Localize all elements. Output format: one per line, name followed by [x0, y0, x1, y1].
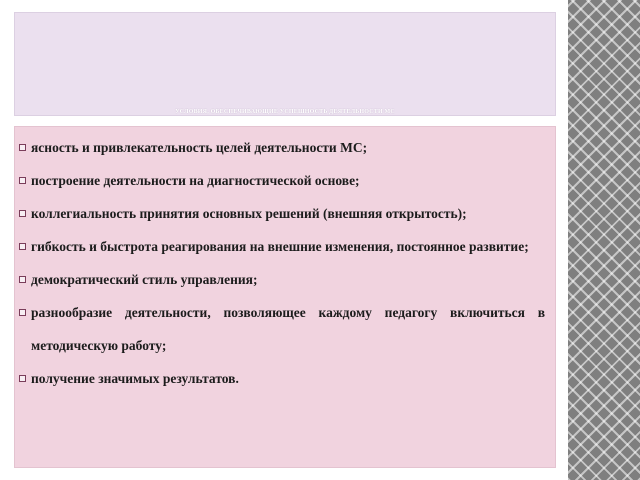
- list-item: [15, 362, 545, 395]
- square-bullet-icon: [19, 309, 26, 316]
- list-item-text: коллегиальность принятия основных решений (внешняя открытость);: [31, 206, 467, 221]
- list-item-text: получение значимых результатов.: [31, 371, 239, 386]
- square-bullet-icon: [19, 210, 26, 217]
- list-item: [15, 263, 545, 296]
- decorative-pattern-strip: [568, 0, 640, 480]
- list-item-text: построение деятельности на диагностической основе;: [31, 173, 360, 188]
- list-item: [15, 164, 545, 197]
- list-item: [15, 230, 545, 263]
- content-placeholder: [14, 126, 556, 468]
- slide-title: УСЛОВИЯ, ОБЕСПЕЧИВАЮЩИЕ УСПЕШНОСТЬ ДЕЯТЕЛЬНОСТИ МС: [175, 109, 395, 115]
- list-item-text: гибкость и быстрота реагирования на внешние изменения, постоянное развитие;: [31, 239, 529, 254]
- list-item: [15, 197, 545, 230]
- bullet-list: [15, 127, 555, 395]
- square-bullet-icon: [19, 375, 26, 382]
- list-item-text: ясность и привлекательность целей деятельности МС;: [31, 140, 368, 155]
- list-item-text: разнообразие деятельности, позволяющее каждому педагогу включиться в методическую работу;: [31, 305, 545, 353]
- list-item-text: демократический стиль управления;: [31, 272, 258, 287]
- square-bullet-icon: [19, 177, 26, 184]
- square-bullet-icon: [19, 243, 26, 250]
- list-item: [15, 296, 545, 362]
- square-bullet-icon: [19, 144, 26, 151]
- square-bullet-icon: [19, 276, 26, 283]
- title-placeholder: [14, 12, 556, 116]
- list-item: [15, 131, 545, 164]
